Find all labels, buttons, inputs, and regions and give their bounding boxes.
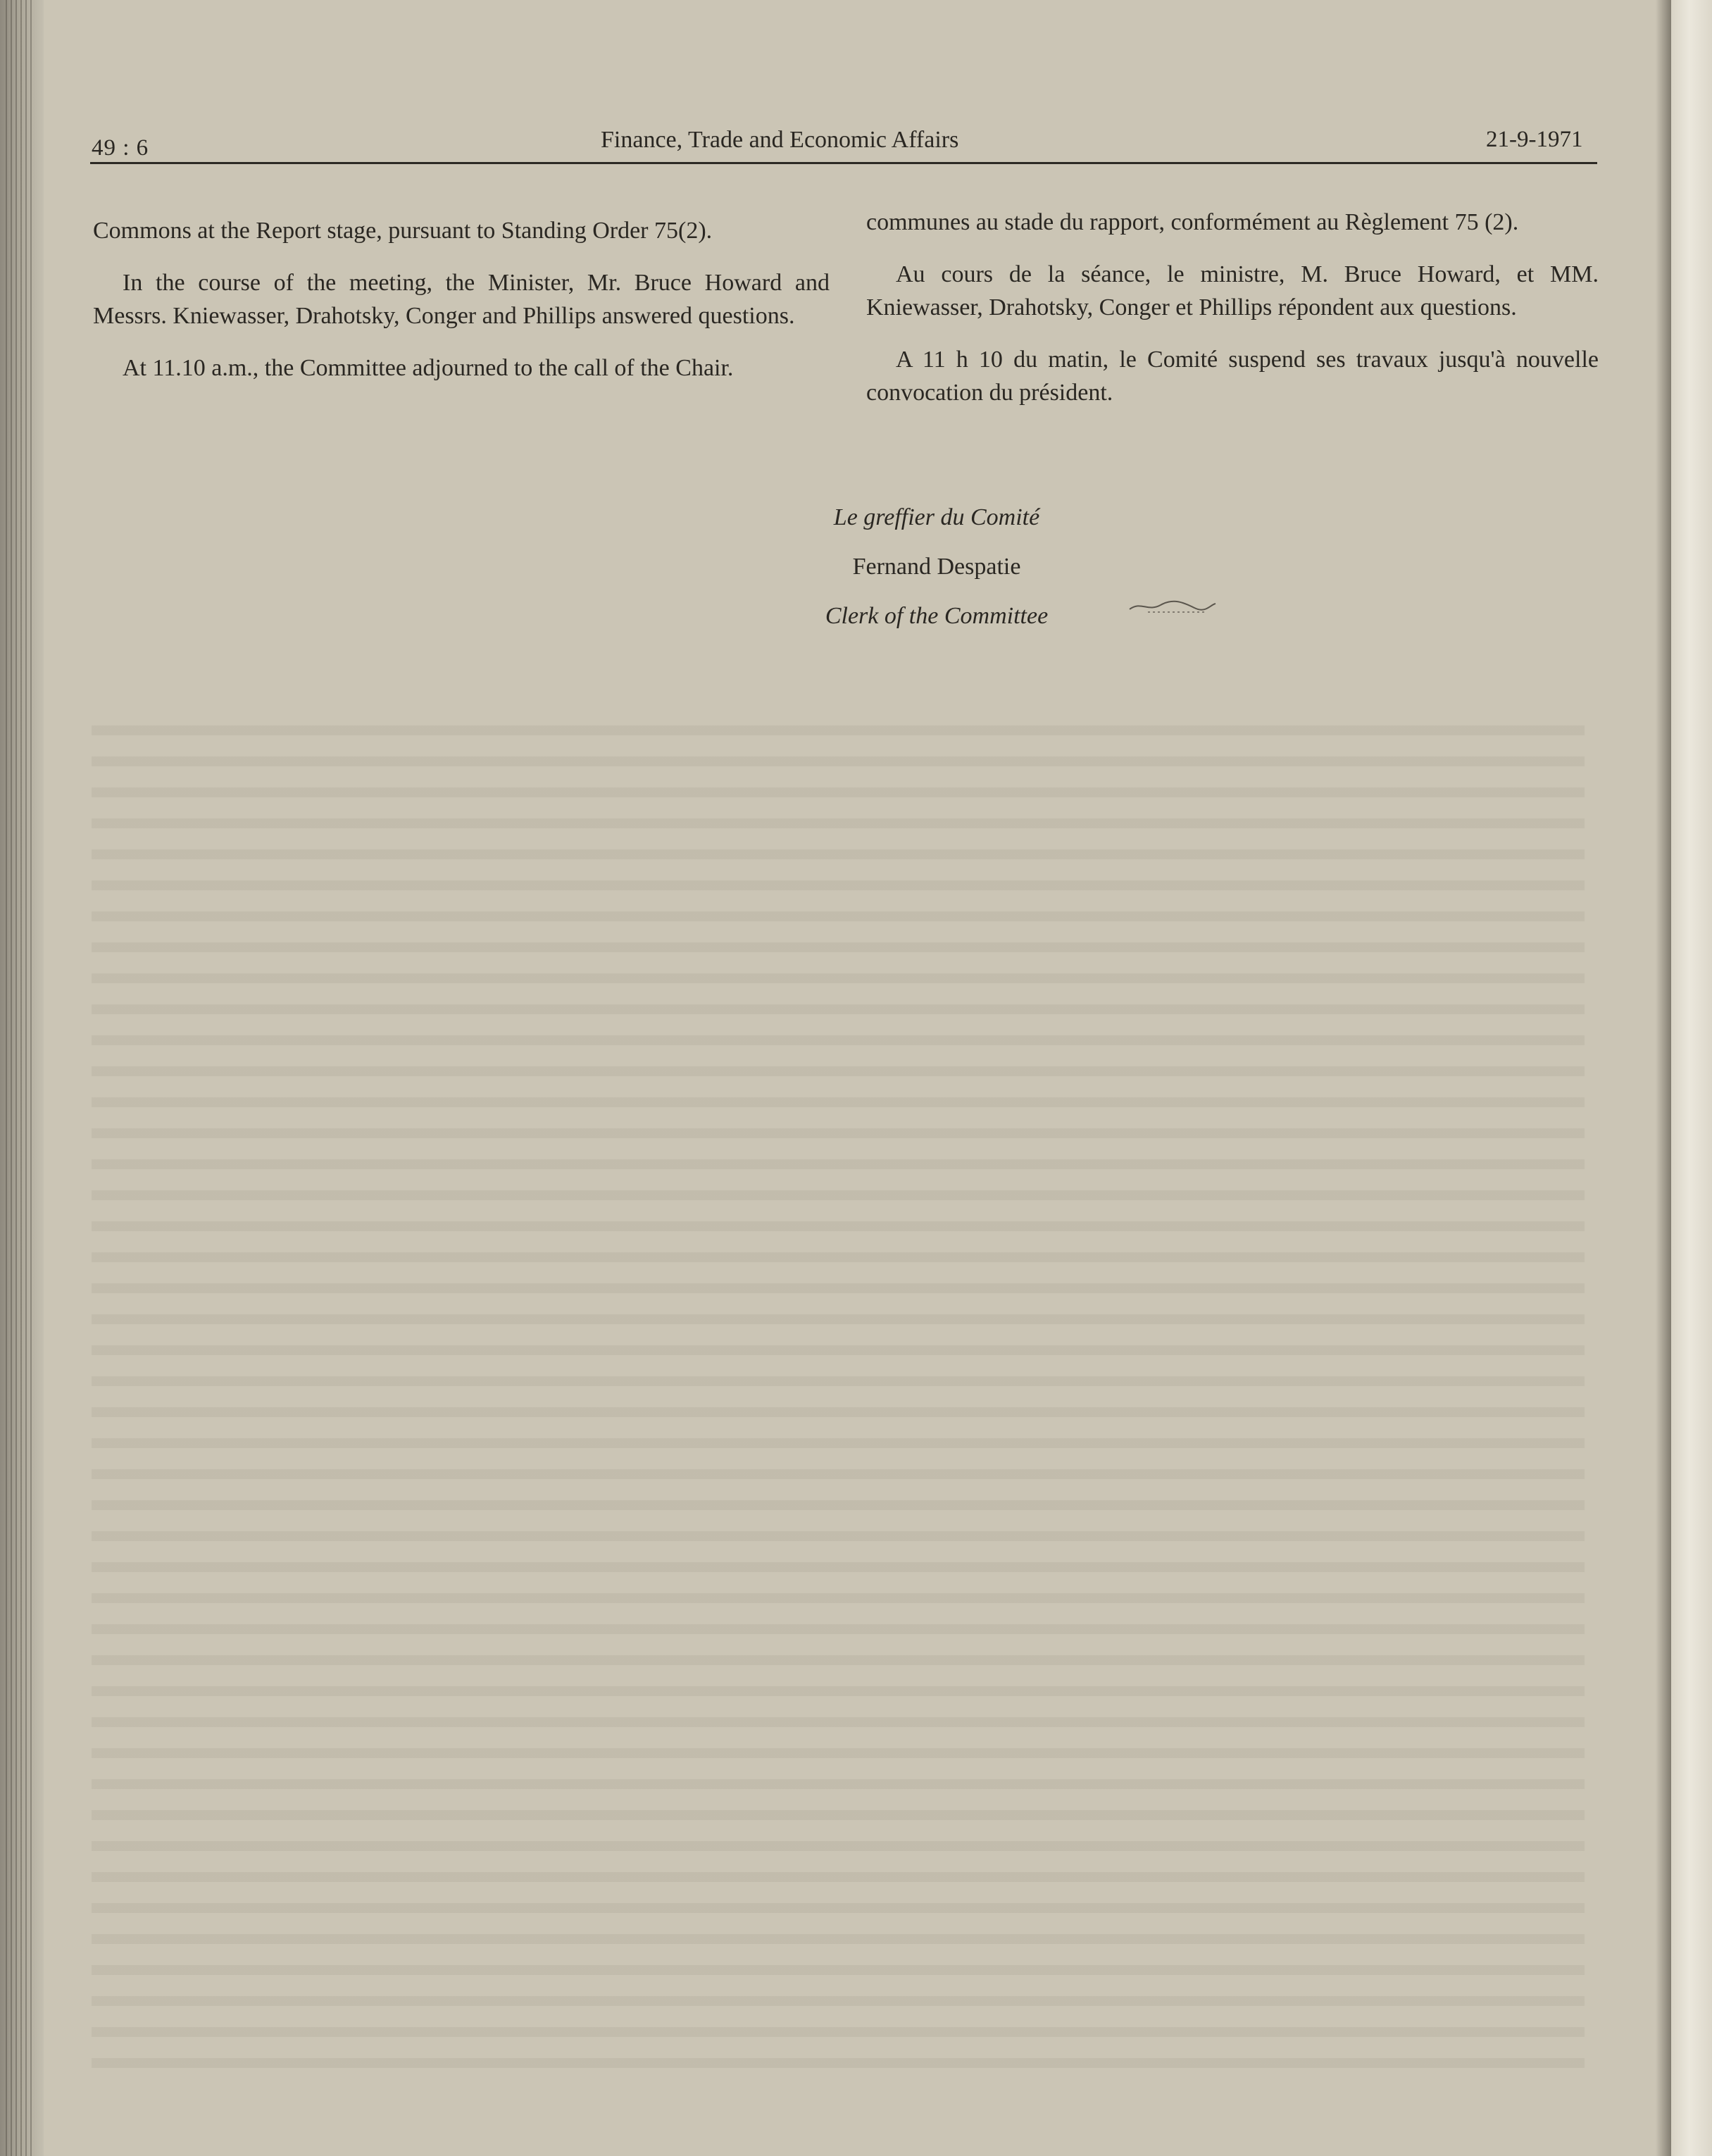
paragraph-fr-1: communes au stade du rapport, conformément au Règlement 75 (2). xyxy=(866,209,1519,235)
header-date: 21-9-1971 xyxy=(1486,127,1583,152)
paragraph-en-3: At 11.10 a.m., the Committee adjourned to the call of the Chair. xyxy=(123,355,734,381)
header-rule xyxy=(90,162,1597,164)
paragraph-en-2: In the course of the meeting, the Minister, Mr. Bruce Howard and Messrs. Kniewasser, Drahotsky, Conger and Phillips answered questions. xyxy=(93,270,830,329)
paragraph-fr-3: A 11 h 10 du matin, le Comité suspend ses travaux jusqu'à nouvelle convocation du président. xyxy=(866,347,1599,406)
clerk-title-en: Clerk of the Committee xyxy=(825,603,1049,629)
clerk-name: Fernand Despatie xyxy=(852,554,1021,580)
paragraph-en-1: Commons at the Report stage, pursuant to Standing Order 75(2). xyxy=(93,218,713,244)
handwritten-mark-icon xyxy=(1127,595,1218,616)
english-column xyxy=(93,214,830,404)
page-number: 49 : 6 xyxy=(92,135,149,161)
paragraph-fr-2: Au cours de la séance, le ministre, M. Bruce Howard, et MM. Kniewasser, Drahotsky, Conger et Phillips répondent aux questions. xyxy=(866,261,1599,320)
running-title: Finance, Trade and Economic Affairs xyxy=(601,127,959,153)
french-column xyxy=(866,206,1599,428)
clerk-title-fr: Le greffier du Comité xyxy=(833,504,1040,530)
signature-block xyxy=(683,493,1190,641)
